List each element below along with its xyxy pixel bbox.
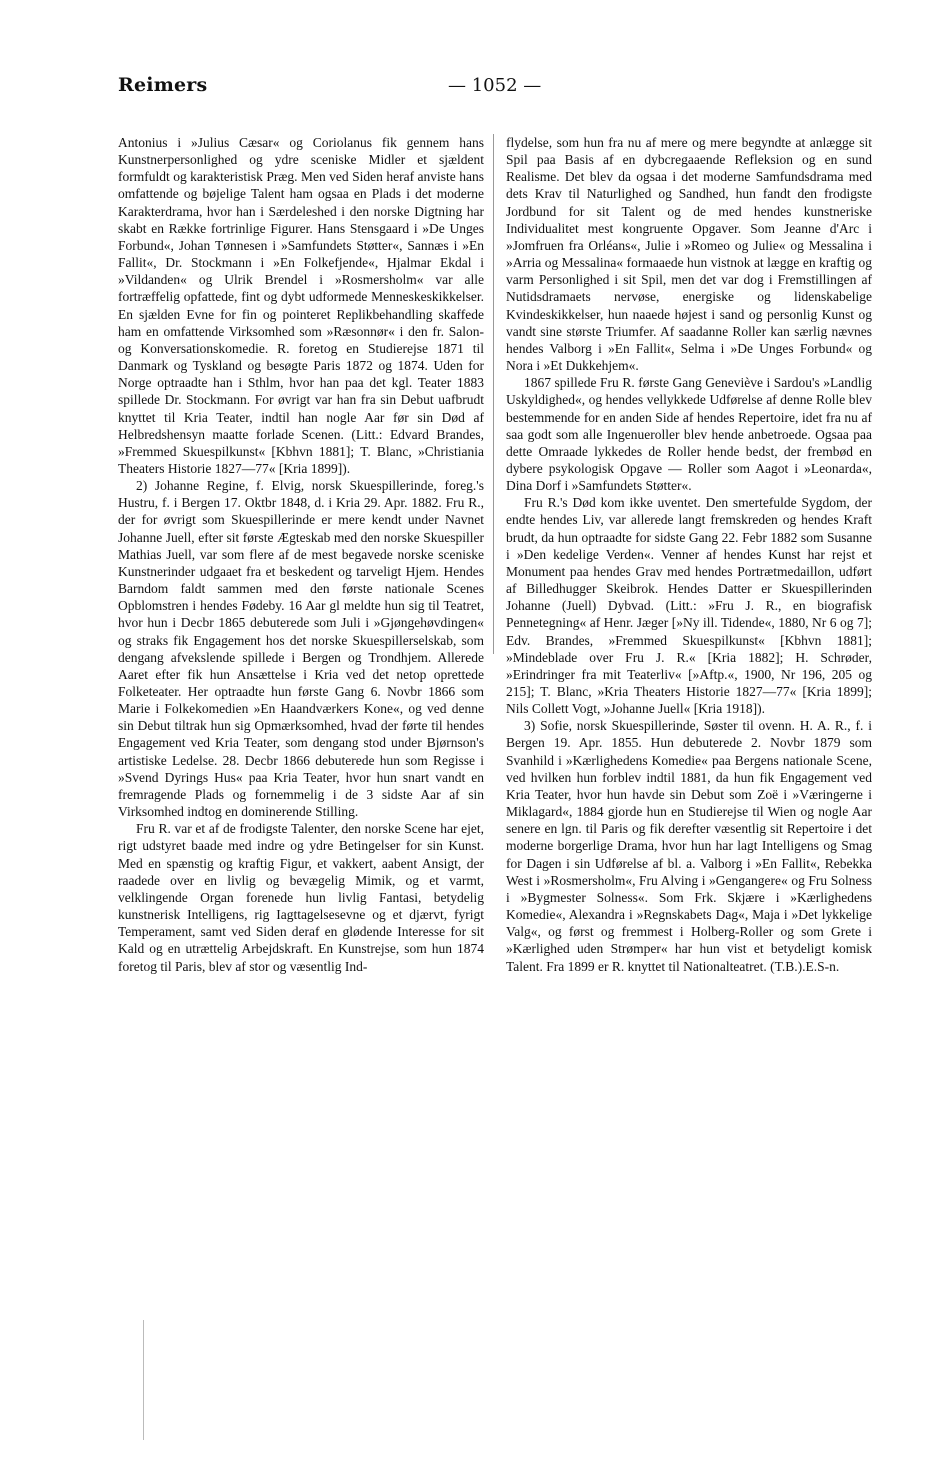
paragraph: 2) Johanne Regine, f. Elvig, norsk Skuespillerinde, foreg.'s Hustru, f. i Bergen 17. Oktbr 1848, d. i Kria 29. Apr. 1882. Fru R., der for øvrigt som Skuespillerinde er mere kendt under Navnet Johanne Juell, efter sit første Ægteskab med den norske Skuespiller Mathias Juell, var som flere af de mest begavede norske sceniske Kunstnerinder udgaaet fra et beskedent og tarveligt Hjem. Hendes Barndom faldt sammen med den første nationale Scenes Opblomstren i hendes Fødeby. 16 Aar gl meldte hun sig til Teatret, hvor hun i Decbr 1865 debuterede som Juli i »Gjøngehøvdingen« og straks fik Engagement hos det norske Skuespillerselskab, som dengang afvekslende spillede i Bergen og Trondhjem. Allerede Aaret efter fik hun Ansættelse i Kria ved det netop oprettede Folketeater. Her optraadte hun første Gang 6. Novbr 1866 som Marie i Folkekomedien »En Haandværkers Kone«, og ved denne sin Debut tiltrak hun sig Opmærksomhed, hvad der førte til hendes Engagement ved Kria Teater, som dengang stod under Bjørnson's artistiske Ledelse. 28. Decbr 1866 debuterede hun som Regisse i »Svend Dyrings Hus« paa Kria Teater, hvor hun snart vandt en fremragende Plads og fornemmelig i de 3 sidste Aar af sin Virksomhed indtog en dominerende Stilling. — [118, 478, 484, 820]
running-head-name: Reimers — [118, 74, 208, 96]
page-header — [118, 74, 876, 104]
paragraph: Antonius i »Julius Cæsar« og Coriolanus fik gennem hans Kunstnerpersonlighed og ydre sceniske Midler et sjældent formfuldt og karakteristisk Præg. Men ved Siden heraf anviste hans omfattende og bøjelige Talent ham ogsaa en Plads i det moderne Karakterdrama, hvor han i Særdeleshed i den norske Digtning har skabt en Række fortrinlige Figurer. Hans Stensgaard i »De Unges Forbund«, Johan Tønnesen i »Samfundets Støtter«, Sannæs i »En Fallit«, Dr. Stockmann i »En Folkefjende«, Hjalmar Ekdal i »Vildanden« og Ulrik Brendel i »Rosmersholm« var alle fortræffelig opfattede, fint og dybt udformede Menneskeskikkelser. En sjælden Evne for fin og pointeret Replikbehandling skaffede ham en omfattende Virksomhed som »Ræsonnør« i den fr. Salon- og Konversationskomedie. R. foretog en Studierejse 1871 til Danmark og Tyskland og besøgte Paris 1872 og 1874. Uden for Norge optraadte han i Sthlm, hvor han paa det kgl. Teater 1883 spillede Dr. Stockmann. For øvrigt var han fra sin Debut uafbrudt knyttet til Kria Teater, indtil han nogle Aar før sin Død af Helbredshensyn maatte forlade Scenen. (Litt.: Edvard Brandes, »Fremmed Skuespilkunst« [Kbhvn 1881]; T. Blanc, »Christiania Theaters Historie 1827—77« [Kria 1899]). — [118, 135, 484, 476]
paragraph: 3) Sofie, norsk Skuespillerinde, Søster til ovenn. H. A. R., f. i Bergen 19. Apr. 1855. Hun debuterede 2. Novbr 1879 som Svanhild i »Kærlighedens Komedie« paa Bergens nationale Scene, ved hvilken hun forblev indtil 1881, da hun fik Engagement ved Kria Teater, hvor hun havde sin Debut som Zoë i »Væringerne i Miklagard«, 1884 gjorde hun en Studierejse til Wien og nogle Aar senere en lgn. til Paris og fik derefter væsentlig sit Repertoire i det moderne borgerlige Drama, hvor hun har lagt Intelligens og Smag for Dagen i sin Udførelse af bl. a. Valborg i »En Fallit«, Rebekka West i »Rosmersholm«, Fru Alving i »Gengangere« og Fru Solness i »Bygmester Solness«. Som Frk. Skjære i »Kærlighedens Komedie«, Alexandra i »Regnskabets Dag«, Maja i »Det lykkelige Valg«, og først og fremmest i Holberg-Roller og som Grete i »Kærlighed uden Strømper« har hun vist et betydeligt komisk Talent. Fra 1899 er R. knyttet til Nationalteatret. (T.B.).E.S-n. — [506, 718, 872, 974]
paragraph: Fru R.'s Død kom ikke uventet. Den smertefulde Sygdom, der endte hendes Liv, var allerede langt fremskreden og hendes Kraft brudt, da hun optraadte for sidste Gang 22. Febr 1882 som Susanne i »Den kedelige Verden«. Venner af hendes Kunst har rejst et Monument paa hendes Grav med hendes Portrætmedaillon, udført af Billedhugger Skeibrok. Hendes Datter er Skuespillerinden Johanne (Juell) Dybvad. (Litt.: »Fru J. R., en biografisk Pennetegning« af Henr. Jæger [»Ny ill. Tidende«, 1880, Nr 6 og 7]; Edv. Brandes, »Fremmed Skuespilkunst« [Kbhvn 1881]; »Mindeblade over Fru J. R.« [Kria 1882]; H. Schrøder, »Erindringer fra mit Teaterliv« [»Aftp.«, 1900, Nr 196, 205 og 215]; T. Blanc, »Kria Theaters Historie 1827—77« [Kria 1899]; Nils Collett Vogt, »Johanne Juell« [Kria 1918]). — [506, 495, 872, 717]
paragraph: Fru R. var et af de frodigste Talenter, den norske Scene har ejet, rigt udstyret baade med indre og ydre Betingelser for sin Kunst. Med en spænstig og kraftig Figur, et vakkert, aabent Ansigt, der raadede over en livlig og bevægelig Mimik, og et varmt, velklingende Organ forenede hun livlig Fantasi, betydelig kunstnerisk Intelligens, rig Iagttagelsesevne og et djærvt, fyrigt Temperament, samt ved Siden deraf en glødende Interesse for sit Kald og en utrættelig Arbejdskraft. En Kunstrejse, som hun 1874 foretog til Paris, blev af stor og væsentlig Ind- — [118, 821, 484, 974]
paragraph: 1867 spillede Fru R. første Gang Geneviève i Sardou's »Landlig Uskyldighed«, og hendes vellykkede Udførelse af denne Rolle blev bestemmende for en anden Side af hendes Repertoire, idet fra nu af saa godt som alle Ingenueroller blev hende anbetroede. Ogsaa paa dette Omraade lykkedes de Roller hende bedst, der frembød en dybere psykologisk Opgave — Roller som Aagot i »Leonarda«, Dina Dorf i »Samfundets Støtter«. — [506, 375, 872, 494]
left-column — [118, 134, 484, 975]
column-divider — [493, 134, 494, 654]
paragraph: flydelse, som hun fra nu af mere og mere begyndte at anlægge sit Spil paa Basis af en dybcregaaende Refleksion og en sund Realisme. Det blev da ogsaa i det moderne Samfundsdrama med dets Krav til Naturlighed og Sandhed, hun fandt den frodigste Jordbund for sit Talent og de med hendes kunstneriske Individualitet mest kongruente Opgaver. Som Jeanne d'Arc i »Jomfruen fra Orléans«, Julie i »Romeo og Julie« og Messalina i »Arria og Messalina« formaaede hun vistnok at lægge en kraftig og varm Personlighed i sit Spil, men det var dog i Fremstillingen af Nutidsdramaets nervøse, energiske og lidenskabelige Kvindeskikkelser, hun naaede højest i sand og personlig Kunst og vandt sine største Triumfer. Af saadanne Roller kan særlig nævnes hendes Valborg i »En Fallit«, Selma i »De Unges Forbund« og Nora i »Et Dukkehjem«. — [506, 135, 872, 374]
right-column — [506, 134, 872, 975]
page-number: — 1052 — — [448, 75, 542, 96]
margin-line — [143, 1320, 144, 1440]
